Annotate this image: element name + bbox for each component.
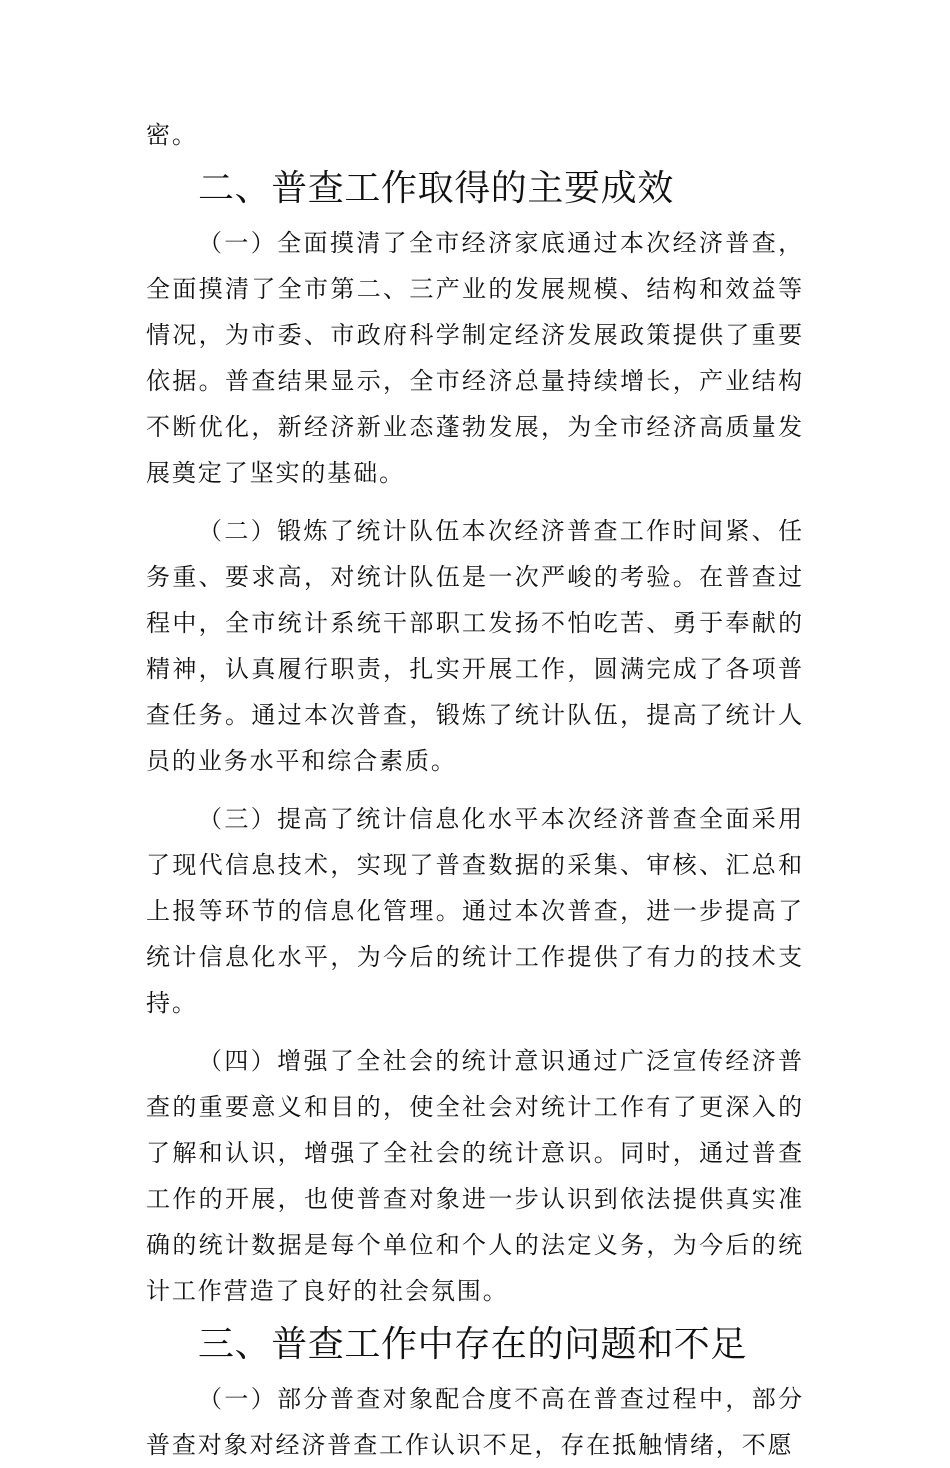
section-heading-achievements: 二、普查工作取得的主要成效 (198, 168, 674, 209)
section-heading-problems: 三、普查工作中存在的问题和不足 (198, 1324, 748, 1365)
paragraph-economic-baseline: （一）全面摸清了全市经济家底通过本次经济普查，全面摸清了全市第二、三产业的发展规模、结构和效益等情况，为市委、市政府科学制定经济发展政策提供了重要依据。普查结果显示，全市经济总量持续增长，产业结构不断优化，新经济新业态蓬勃发展，为全市经济高质量发展奠定了坚实的基础。 (146, 229, 804, 487)
paragraph-statistical-awareness: （四）增强了全社会的统计意识通过广泛宣传经济普查的重要意义和目的，使全社会对统计工作有了更深入的了解和认识，增强了全社会的统计意识。同时，通过普查工作的开展，也使普查对象进一步认识到依法提供真实准确的统计数据是每个单位和个人的法定义务，为今后的统计工作营造了良好的社会氛围。 (146, 1047, 804, 1305)
document-body (146, 112, 804, 1468)
continuation-text: 密。 (146, 121, 198, 149)
paragraph-low-cooperation: （一）部分普查对象配合度不高在普查过程中，部分普查对象对经济普查工作认识不足，存在抵触情绪，不愿 (146, 1385, 804, 1459)
paragraph-informatization: （三）提高了统计信息化水平本次经济普查全面采用了现代信息技术，实现了普查数据的采集、审核、汇总和上报等环节的信息化管理。通过本次普查，进一步提高了统计信息化水平，为今后的统计工作提供了有力的技术支持。 (146, 805, 804, 1017)
paragraph-statistics-team: （二）锻炼了统计队伍本次经济普查工作时间紧、任务重、要求高，对统计队伍是一次严峻的考验。在普查过程中，全市统计系统干部职工发扬不怕吃苦、勇于奉献的精神，认真履行职责，扎实开展工作，圆满完成了各项普查任务。通过本次普查，锻炼了统计队伍，提高了统计人员的业务水平和综合素质。 (146, 517, 804, 775)
